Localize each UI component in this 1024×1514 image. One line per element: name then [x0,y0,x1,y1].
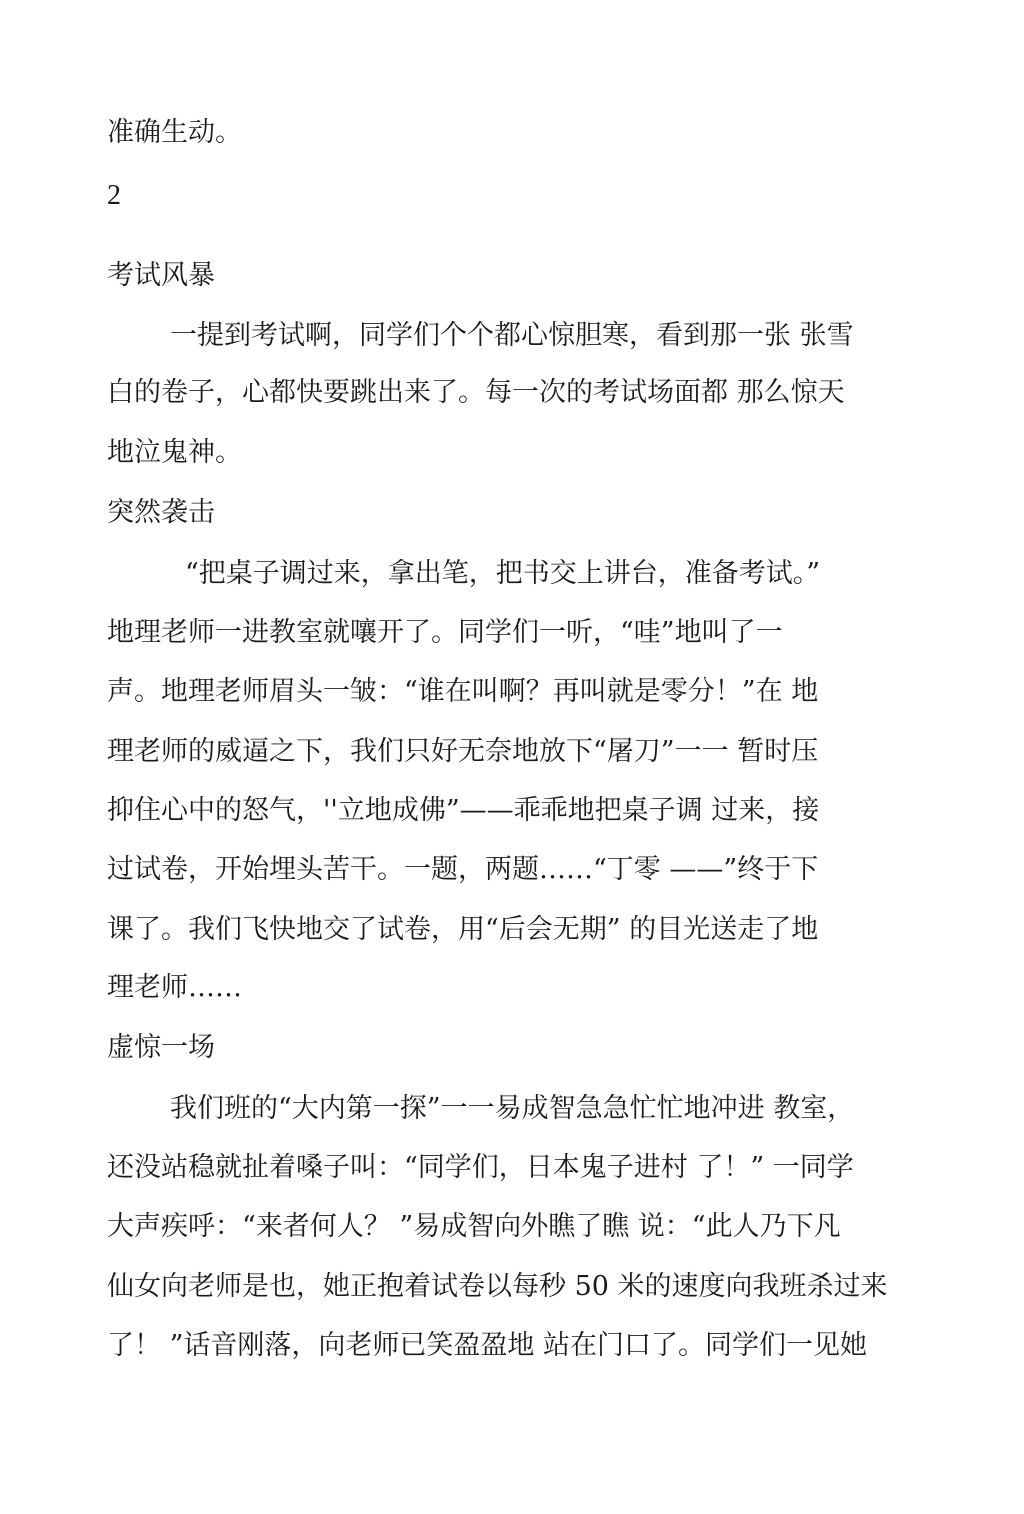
text-line: 准确生动。 [107,117,242,148]
text-line: 声。地理老师眉头一皱：“谁在叫啊？再叫就是零分！”在 地 [107,676,819,707]
text-line: 课了。我们飞快地交了试卷，用“后会无期” 的目光送走了地 [107,914,819,945]
text-line: 地理老师一进教室就嚷开了。同学们一听，“哇”地叫了一 [107,617,783,648]
text-line: 理老师…… [107,972,242,1003]
text-line: 大声疾呼：“来者何人？ ”易成智向外瞧了瞧 说：“此人乃下凡 [107,1211,841,1242]
section-heading: 考试风暴 [107,260,215,291]
text-line: 我们班的“大内第一探”一一易成智急急忙忙地冲进 教室， [170,1093,855,1124]
text-line: 白的卷子，心都快要跳出来了。每一次的考试场面都 那么惊天 [107,377,845,408]
text-line: 了！ ”话音刚落，向老师已笑盈盈地 站在门口了。同学们一见她 [107,1330,867,1361]
text-line: 还没站稳就扯着嗓子叫：“同学们，日本鬼子进村 了！” 一同学 [107,1152,854,1183]
section-heading: 虚惊一场 [107,1032,215,1063]
text-line: 一提到考试啊，同学们个个都心惊胆寒，看到那一张 张雪 [170,320,854,351]
section-heading: 突然袭击 [107,497,215,528]
text-line: 地泣鬼神。 [107,437,242,468]
page-number: 2 [107,180,121,211]
text-line: “把桌子调过来，拿出笔，把书交上讲台，准备考试。” [185,558,821,589]
text-line: 抑住心中的怒气，''立地成佛”——乖乖地把桌子调 过来，接 [107,795,820,826]
text-line: 过试卷，开始埋头苦干。一题，两题……“丁零 ——”终于下 [107,854,819,885]
text-line: 理老师的威逼之下，我们只好无奈地放下“屠刀”一一 暂时压 [107,736,819,767]
text-line: 仙女向老师是也，她正抱着试卷以每秒 50 米的速度向我班杀过来 [107,1271,888,1302]
